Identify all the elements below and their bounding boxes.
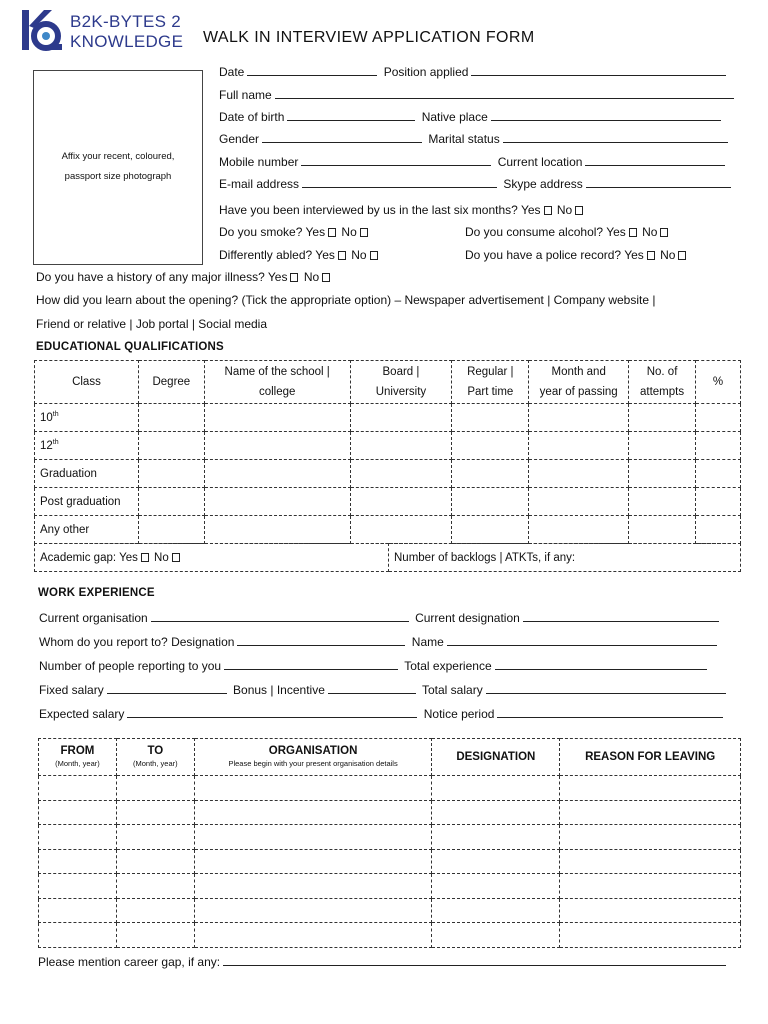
header-school-line-1: Name of the school |: [224, 366, 330, 378]
table-cell[interactable]: [560, 898, 741, 923]
header-organisation: [194, 739, 432, 776]
yes-checkbox[interactable]: [290, 273, 298, 282]
header-attempts-line-1: No. of: [646, 366, 678, 378]
gender-row: [219, 131, 731, 146]
abled-label: Differently abled?: [219, 248, 313, 262]
no-checkbox[interactable]: [360, 228, 368, 237]
history-header-row: [39, 739, 741, 776]
header-to: [116, 739, 194, 776]
table-cell[interactable]: [432, 825, 560, 850]
yes-label: Yes: [305, 225, 326, 239]
header-organisation-sub: Please begin with your present organisation details: [228, 759, 398, 768]
academic-gap-cell: [35, 544, 389, 572]
education-table: [34, 360, 741, 544]
row-label: [35, 516, 139, 544]
backlogs-cell[interactable]: [389, 544, 741, 572]
dob-label: Date of birth: [219, 110, 285, 124]
table-cell[interactable]: [39, 825, 117, 850]
current-desig-field[interactable]: [523, 610, 719, 622]
row-label: [35, 404, 139, 432]
header-reason: [560, 739, 741, 776]
table-cell[interactable]: [39, 849, 117, 874]
location-label: Current location: [497, 155, 583, 169]
notice-label: Notice period: [423, 707, 495, 721]
header-from-text: FROM: [60, 745, 95, 757]
header-degree: [138, 361, 204, 404]
table-cell[interactable]: [432, 874, 560, 899]
current-org-field[interactable]: [151, 610, 409, 622]
table-cell[interactable]: [696, 432, 741, 460]
table-row: [39, 898, 741, 923]
table-row: [35, 488, 741, 516]
form-title: WALK IN INTERVIEW APPLICATION FORM: [203, 29, 535, 46]
illness-question: [36, 270, 332, 284]
career-gap-row: [38, 954, 729, 969]
learn-question-line-2[interactable]: Friend or relative | Job portal | Social media: [36, 317, 268, 331]
yes-label: Yes: [520, 203, 541, 217]
header-attempts: [629, 361, 696, 404]
table-cell[interactable]: [194, 898, 432, 923]
header-class: [35, 361, 139, 404]
no-checkbox[interactable]: [660, 228, 668, 237]
table-cell[interactable]: [138, 432, 204, 460]
header-class-text: Class: [72, 376, 101, 388]
table-cell[interactable]: [560, 923, 741, 948]
table-cell[interactable]: [432, 776, 560, 801]
table-cell[interactable]: [529, 404, 629, 432]
work-heading: WORK EXPERIENCE: [38, 587, 155, 599]
backlogs-label: Number of backlogs | ATKTs, if any:: [394, 551, 576, 564]
mobile-row: [219, 154, 728, 169]
table-row: [35, 516, 741, 544]
header-to-text: TO: [147, 745, 164, 757]
current-desig-label: Current designation: [415, 611, 520, 625]
photo-instruction-line-1: Affix your recent, coloured,: [61, 151, 175, 162]
no-label: No: [351, 248, 367, 262]
interviewed-question: [219, 203, 585, 217]
row-label-sup: th: [52, 411, 59, 419]
table-cell[interactable]: [204, 488, 350, 516]
table-cell[interactable]: [138, 488, 204, 516]
table-cell[interactable]: [39, 898, 117, 923]
bonus-label: Bonus | Incentive: [233, 683, 325, 697]
skype-label: Skype address: [503, 177, 583, 191]
police-label: Do you have a police record?: [465, 248, 622, 262]
mobile-label: Mobile number: [219, 155, 299, 169]
table-cell[interactable]: [116, 923, 194, 948]
people-label: Number of people reporting to you: [39, 659, 222, 673]
table-cell[interactable]: [116, 800, 194, 825]
fixed-salary-field[interactable]: [107, 682, 227, 694]
no-label: No: [154, 551, 169, 564]
table-cell[interactable]: [350, 460, 452, 488]
notice-field[interactable]: [497, 706, 723, 718]
people-row: [39, 658, 710, 673]
smoke-label: Do you smoke?: [219, 225, 303, 239]
no-label: No: [660, 248, 676, 262]
header-from: [39, 739, 117, 776]
table-cell[interactable]: [452, 432, 529, 460]
career-gap-field[interactable]: [223, 954, 726, 966]
table-cell[interactable]: [194, 776, 432, 801]
no-checkbox[interactable]: [575, 206, 583, 215]
marital-label: Marital status: [428, 132, 500, 146]
table-cell[interactable]: [696, 404, 741, 432]
table-cell[interactable]: [194, 825, 432, 850]
no-checkbox[interactable]: [322, 273, 330, 282]
brand-line-2: KNOWLEDGE: [70, 32, 184, 51]
people-field[interactable]: [224, 658, 398, 670]
table-cell[interactable]: [194, 923, 432, 948]
yes-checkbox[interactable]: [141, 553, 149, 562]
header-from-sub: (Month, year): [55, 759, 100, 768]
table-cell[interactable]: [629, 404, 696, 432]
header-to-sub: (Month, year): [133, 759, 178, 768]
table-cell[interactable]: [350, 404, 452, 432]
report-label: Whom do you report to? Designation: [39, 635, 235, 649]
header-school: [204, 361, 350, 404]
header-mode: [452, 361, 529, 404]
no-label: No: [642, 225, 658, 239]
total-salary-field[interactable]: [486, 682, 726, 694]
full-name-label: Full name: [219, 88, 272, 102]
table-cell[interactable]: [452, 404, 529, 432]
no-checkbox[interactable]: [678, 251, 686, 260]
table-cell[interactable]: [629, 432, 696, 460]
photo-instruction: [38, 147, 198, 187]
row-label-sup: th: [52, 439, 59, 447]
table-cell[interactable]: [194, 800, 432, 825]
no-label: No: [341, 225, 357, 239]
table-cell[interactable]: [629, 488, 696, 516]
table-row: [39, 874, 741, 899]
header-board: [350, 361, 452, 404]
row-label-text: Any other: [40, 523, 90, 536]
row-label: [35, 432, 139, 460]
table-row: [39, 849, 741, 874]
yes-checkbox[interactable]: [544, 206, 552, 215]
table-cell[interactable]: [529, 516, 629, 544]
table-row: [39, 923, 741, 948]
current-org-label: Current organisation: [39, 611, 148, 625]
header-attempts-line-2: attempts: [640, 386, 685, 398]
table-cell[interactable]: [452, 516, 529, 544]
police-question: [465, 248, 688, 262]
native-place-label: Native place: [421, 110, 488, 124]
illness-label: Do you have a history of any major illness?: [36, 270, 265, 284]
table-cell[interactable]: [39, 923, 117, 948]
header-board-line-1: Board |: [382, 366, 420, 378]
table-cell[interactable]: [204, 404, 350, 432]
table-cell[interactable]: [432, 849, 560, 874]
table-cell[interactable]: [194, 874, 432, 899]
email-field[interactable]: [302, 176, 497, 188]
email-label: E-mail address: [219, 177, 300, 191]
header-mode-line-1: Regular |: [467, 366, 514, 378]
table-cell[interactable]: [350, 432, 452, 460]
no-checkbox[interactable]: [172, 553, 180, 562]
brand-name: [70, 12, 183, 52]
logo-icon: [20, 8, 66, 54]
header-passing-line-2: year of passing: [539, 386, 618, 398]
education-header-row: [35, 361, 741, 404]
table-cell[interactable]: [116, 825, 194, 850]
table-cell[interactable]: [194, 849, 432, 874]
row-label-text: Graduation: [40, 467, 97, 480]
table-row: [39, 800, 741, 825]
no-checkbox[interactable]: [370, 251, 378, 260]
table-cell[interactable]: [432, 923, 560, 948]
native-place-field[interactable]: [491, 109, 721, 121]
current-org-row: [39, 610, 722, 625]
header-designation-text: DESIGNATION: [456, 751, 536, 763]
smoke-question: [219, 225, 370, 239]
dob-row: [219, 109, 724, 124]
table-cell[interactable]: [560, 849, 741, 874]
table-cell[interactable]: [529, 432, 629, 460]
table-cell[interactable]: [116, 849, 194, 874]
yes-label: Yes: [624, 248, 644, 262]
table-cell[interactable]: [560, 825, 741, 850]
yes-checkbox[interactable]: [328, 228, 336, 237]
gender-field[interactable]: [262, 131, 422, 143]
yes-label: Yes: [119, 551, 138, 564]
position-label: Position applied: [383, 65, 469, 79]
header-board-line-2: University: [375, 386, 427, 398]
table-cell[interactable]: [452, 488, 529, 516]
table-row: [39, 776, 741, 801]
marital-field[interactable]: [503, 131, 728, 143]
expected-salary-field[interactable]: [127, 706, 417, 718]
table-cell[interactable]: [39, 874, 117, 899]
name-label: Name: [411, 635, 444, 649]
total-exp-label: Total experience: [404, 659, 492, 673]
education-heading: EDUCATIONAL QUALIFICATIONS: [36, 341, 224, 353]
dob-field[interactable]: [287, 109, 415, 121]
table-cell[interactable]: [696, 460, 741, 488]
photo-box[interactable]: [33, 70, 203, 265]
no-label: No: [556, 203, 573, 217]
full-name-row: [219, 87, 737, 102]
mobile-field[interactable]: [301, 154, 491, 166]
position-field[interactable]: [471, 64, 726, 76]
table-cell[interactable]: [138, 460, 204, 488]
table-cell[interactable]: [350, 488, 452, 516]
row-label: [35, 488, 139, 516]
report-row: [39, 634, 720, 649]
table-cell[interactable]: [204, 516, 350, 544]
yes-label: Yes: [267, 270, 288, 284]
interviewed-label: Have you been interviewed by us in the last six months?: [219, 203, 518, 217]
expected-salary-label: Expected salary: [39, 707, 125, 721]
table-row: [35, 460, 741, 488]
table-row: [35, 404, 741, 432]
no-label: No: [303, 270, 320, 284]
yes-label: Yes: [606, 225, 626, 239]
row-label-text: Post graduation: [40, 495, 121, 508]
career-gap-label: Please mention career gap, if any:: [38, 955, 221, 969]
header-organisation-text: ORGANISATION: [268, 745, 358, 757]
alcohol-question: [465, 225, 670, 239]
table-row: [35, 432, 741, 460]
report-field[interactable]: [237, 634, 405, 646]
header-reason-text: REASON FOR LEAVING: [585, 751, 716, 763]
row-label-text: 10: [40, 411, 53, 424]
yes-checkbox[interactable]: [629, 228, 637, 237]
header-mode-line-2: Part time: [467, 386, 514, 398]
academic-gap-table: [34, 543, 741, 572]
photo-instruction-line-2: passport size photograph: [64, 171, 172, 182]
header-passing: [529, 361, 629, 404]
brand-logo: [20, 8, 190, 56]
table-cell[interactable]: [696, 488, 741, 516]
skype-field[interactable]: [586, 176, 731, 188]
total-exp-field[interactable]: [495, 658, 707, 670]
yes-checkbox[interactable]: [338, 251, 346, 260]
table-cell[interactable]: [560, 776, 741, 801]
table-cell[interactable]: [529, 460, 629, 488]
table-cell[interactable]: [116, 874, 194, 899]
salary-row: [39, 682, 729, 697]
table-cell[interactable]: [629, 516, 696, 544]
table-cell[interactable]: [560, 800, 741, 825]
table-cell[interactable]: [696, 516, 741, 544]
row-label-text: 12: [40, 439, 53, 452]
table-cell[interactable]: [39, 776, 117, 801]
bonus-field[interactable]: [328, 682, 416, 694]
yes-checkbox[interactable]: [647, 251, 655, 260]
table-cell[interactable]: [560, 874, 741, 899]
academic-gap-label: Academic gap:: [40, 551, 117, 564]
date-row: [219, 64, 729, 79]
table-cell[interactable]: [529, 488, 629, 516]
table-cell[interactable]: [432, 800, 560, 825]
date-label: Date: [219, 65, 245, 79]
header-school-line-2: college: [258, 386, 296, 398]
employment-history-table: [38, 738, 741, 948]
fixed-salary-label: Fixed salary: [39, 683, 104, 697]
table-cell[interactable]: [432, 898, 560, 923]
table-cell[interactable]: [116, 776, 194, 801]
header-designation: [432, 739, 560, 776]
header-percent-text: %: [712, 376, 724, 388]
table-cell[interactable]: [204, 460, 350, 488]
gender-label: Gender: [219, 132, 260, 146]
date-field[interactable]: [247, 64, 377, 76]
header-percent: [696, 361, 741, 404]
header-passing-line-1: Month and: [551, 366, 606, 378]
table-cell[interactable]: [138, 516, 204, 544]
table-cell[interactable]: [138, 404, 204, 432]
location-field[interactable]: [585, 154, 725, 166]
brand-line-1: B2K-BYTES 2: [70, 12, 182, 31]
table-cell[interactable]: [204, 432, 350, 460]
total-salary-label: Total salary: [422, 683, 483, 697]
table-cell[interactable]: [39, 800, 117, 825]
table-cell[interactable]: [629, 460, 696, 488]
name-field[interactable]: [447, 634, 717, 646]
row-label: [35, 460, 139, 488]
table-cell[interactable]: [116, 898, 194, 923]
expected-row: [39, 706, 726, 721]
header-degree-text: Degree: [152, 376, 191, 388]
yes-label: Yes: [315, 248, 335, 262]
table-cell[interactable]: [452, 460, 529, 488]
abled-question: [219, 248, 380, 262]
table-row: [39, 825, 741, 850]
table-cell[interactable]: [350, 516, 452, 544]
learn-question-line-1: How did you learn about the opening? (Tick the appropriate option) – Newspaper advertisement | Company website |: [36, 293, 656, 307]
alcohol-label: Do you consume alcohol?: [465, 225, 604, 239]
full-name-field[interactable]: [275, 87, 734, 99]
email-row: [219, 176, 734, 191]
